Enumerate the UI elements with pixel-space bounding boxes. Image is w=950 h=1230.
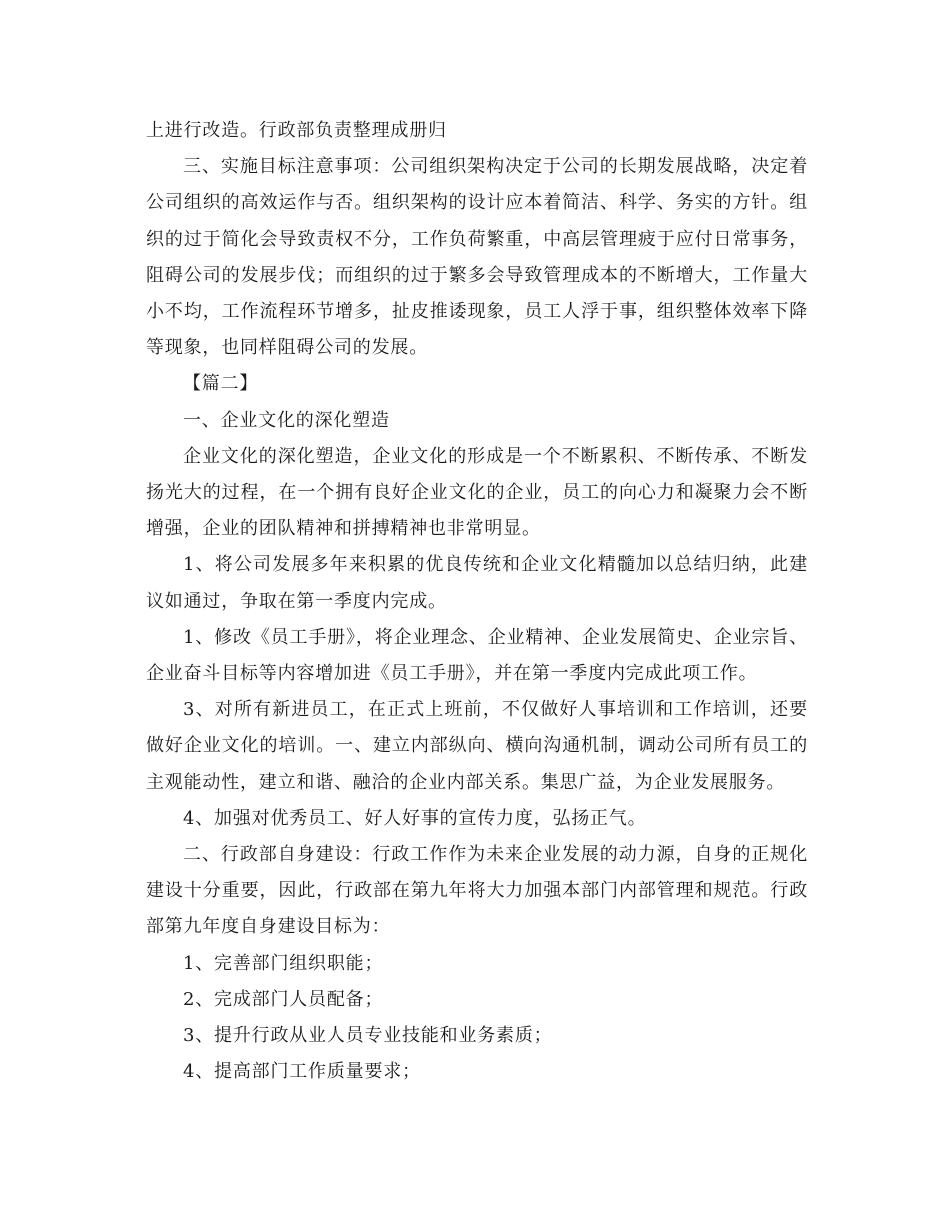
- section-heading-admin-self-building: 二、行政部自身建设：行政工作作为未来企业发展的动力源，自身的正规化建设十分重要，因此，行政部在第九年将大力加强本部门内部管理和规范。行政部第九年度自身建设目标为：: [146, 844, 808, 938]
- paragraph-continuation: 上进行改造。行政部负责整理成册归: [146, 120, 447, 141]
- list-item-culture-3: 3、对所有新进员工，在正式上班前，不仅做好人事培训和工作培训，还要做好企业文化的培训。一、建立内部纵向、横向沟通机制，调动公司所有员工的主观能动性，建立和谐、融洽的企业内部关系。集思广益，为企业发展服务。: [146, 699, 808, 793]
- section-heading-corporate-culture: 一、企业文化的深化塑造: [183, 409, 390, 431]
- paragraph-culture-intro: 企业文化的深化塑造，企业文化的形成是一个不断累积、不断传承、不断发扬光大的过程，在一个拥有良好企业文化的企业，员工的向心力和凝聚力会不断增强，企业的团队精神和拼搏精神也非常明显。: [146, 445, 808, 540]
- list-item-culture-4: 4、加强对优秀员工、好人好事的宣传力度，弘扬正气。: [183, 807, 647, 829]
- list-item-culture-1: 1、将公司发展多年来积累的优良传统和企业文化精髓加以总结归纳，此建议如通过，争取在第一季度内完成。: [146, 554, 808, 612]
- list-item-goal-2: 2、完成部门人员配备；: [183, 988, 384, 1010]
- list-item-goal-1: 1、完善部门组织职能；: [183, 952, 384, 974]
- document-body: [146, 113, 808, 1090]
- list-item-goal-4: 4、提高部门工作质量要求；: [183, 1061, 421, 1083]
- list-item-culture-handbook: 1、修改《员工手册》，将企业理念、企业精神、企业发展简史、企业宗旨、企业奋斗目标等内容增加进《员工手册》，并在第一季度内完成此项工作。: [146, 626, 808, 685]
- list-item-goal-3: 3、提升行政从业人员专业技能和业务素质；: [183, 1025, 553, 1047]
- section-heading-part-two: 【篇二】: [183, 373, 259, 395]
- paragraph-implementation-notes: 三、实施目标注意事项：公司组织架构决定于公司的长期发展战略，决定着公司组织的高效运作与否。组织架构的设计应本着简洁、科学、务实的方针。组织的过于简化会导致责权不分，工作负荷繁重，中高层管理疲于应付日常事务，阻碍公司的发展步伐；而组织的过于繁多会导致管理成本的不断增大，工作量大小不均，工作流程环节增多，扯皮推诿现象，员工人浮于事，组织整体效率下降等现象，也同样阻碍公司的发展。: [146, 156, 808, 359]
